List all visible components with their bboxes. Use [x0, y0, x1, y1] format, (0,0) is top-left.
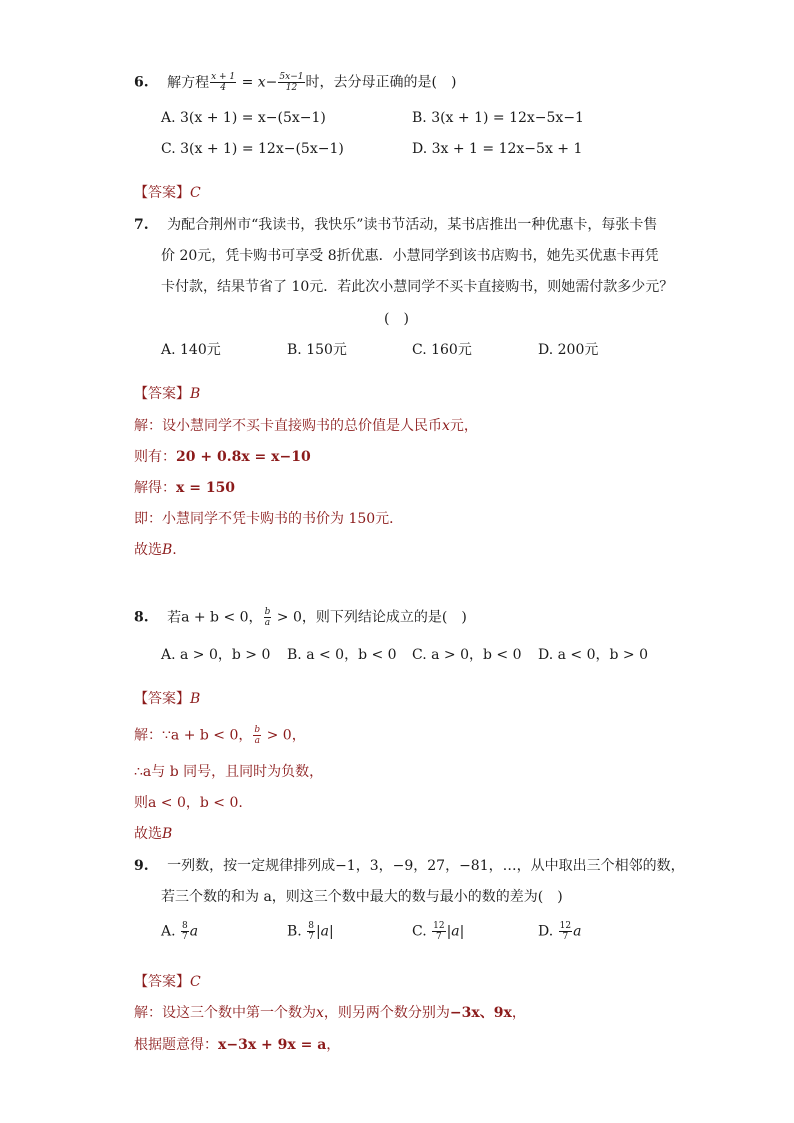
question-number: 8. [134, 609, 149, 626]
fraction: $\frac{5x-1}{12}$ [279, 72, 304, 93]
fraction: $\frac{b}{a}$ [254, 725, 261, 746]
answer-line [134, 183, 201, 203]
option-b: B. $\frac{8}{7}$ |a| [287, 921, 334, 942]
solution-line: 根据题意得：x−3x + 9x = a， [134, 1037, 341, 1053]
fraction: $\frac{b}{a}$ [264, 607, 271, 628]
answer-line [134, 972, 201, 992]
solution-line: 即：小慧同学不凭卡购书的书价为 150元． [134, 511, 404, 527]
solution-line: 则a < 0，b < 0. [134, 795, 243, 811]
question-7-line-3: 卡付款，结果节省了 10元．若此次小慧同学不买卡直接购书，则她需付款多少元？ [161, 279, 674, 295]
option-d: D. 3x + 1 = 12x−5x + 1 [412, 141, 583, 157]
question-text: 时，去分母正确的是( ) [305, 74, 457, 91]
answer-value: B [190, 691, 201, 707]
option-c: C. 160元 [412, 342, 472, 358]
option-d: D. a < 0，b > 0 [538, 647, 649, 663]
option-d: D. $\frac{12}{7}$ a [538, 921, 582, 942]
answer-line [134, 384, 200, 404]
question-9-line-1 [134, 856, 685, 876]
option-a: A. a > 0，b > 0 [161, 647, 271, 663]
answer-label: 【答案】 [134, 691, 190, 707]
question-7-paren: ( ) [384, 311, 409, 327]
option-a: A. $\frac{8}{7}$ a [161, 921, 199, 942]
answer-label: 【答案】 [134, 974, 190, 990]
question-number: 6. [134, 74, 149, 91]
option-c: C. 3(x + 1) = 12x−(5x−1) [161, 141, 344, 157]
question-number: 7. [134, 217, 149, 233]
solution-line: 解：设这三个数中第一个数为x，则另两个数分别为−3x、9x， [134, 1005, 526, 1021]
solution-line: ∴a与 b 同号，且同时为负数， [134, 764, 324, 780]
option-b: B. a < 0，b < 0 [287, 647, 397, 663]
option-a: A. 3(x + 1) = x−(5x−1) [161, 110, 326, 126]
option-c: C. $\frac{12}{7}$ |a| [412, 921, 465, 942]
answer-label: 【答案】 [134, 386, 190, 402]
answer-value: C [190, 185, 201, 201]
question-text: 一列数，按一定规律排列成−1，3，−9，27，−81，…，从中取出三个相邻的数， [167, 858, 685, 874]
solution-line: 解：设小慧同学不买卡直接购书的总价值是人民币x元， [134, 418, 478, 434]
question-7-line-1 [134, 215, 657, 235]
fraction: $\frac{x + 1}{4}$ [211, 72, 236, 93]
option-d: D. 200元 [538, 342, 599, 358]
solution-line: 则有：20 + 0.8x = x−10 [134, 449, 311, 465]
option-a: A. 140元 [161, 342, 221, 358]
equation-text: = x− [237, 74, 278, 91]
solution-line: 解得：x = 150 [134, 480, 236, 496]
solution-line: 故选B [134, 826, 173, 842]
answer-value: C [190, 974, 201, 990]
question-8-stem: 8. 若a + b < 0， $\frac{b}{a}$ > 0，则下列结论成立的是( ) [134, 607, 467, 628]
answer-line [134, 689, 200, 709]
option-b: B. 3(x + 1) = 12x−5x−1 [412, 110, 584, 126]
answer-label: 【答案】 [134, 185, 190, 201]
option-c: C. a > 0，b < 0 [412, 647, 522, 663]
question-7-line-2: 价 20元，凭卡购书可享受 8折优惠．小慧同学到该书店购书，她先买优惠卡再凭 [161, 248, 659, 264]
question-number: 9. [134, 858, 149, 874]
question-text: 解方程 [167, 74, 210, 91]
question-6-stem [134, 72, 456, 93]
option-b: B. 150元 [287, 342, 347, 358]
solution-line: 解：∵a + b < 0， $\frac{b}{a}$ > 0， [134, 725, 306, 746]
question-text: 为配合荆州市“我读书，我快乐”读书节活动，某书店推出一种优惠卡，每张卡售 [167, 217, 658, 233]
answer-value: B [190, 386, 201, 402]
solution-line: 故选B. [134, 542, 177, 558]
question-9-line-2: 若三个数的和为 a，则这三个数中最大的数与最小的数的差为( ) [161, 889, 563, 905]
